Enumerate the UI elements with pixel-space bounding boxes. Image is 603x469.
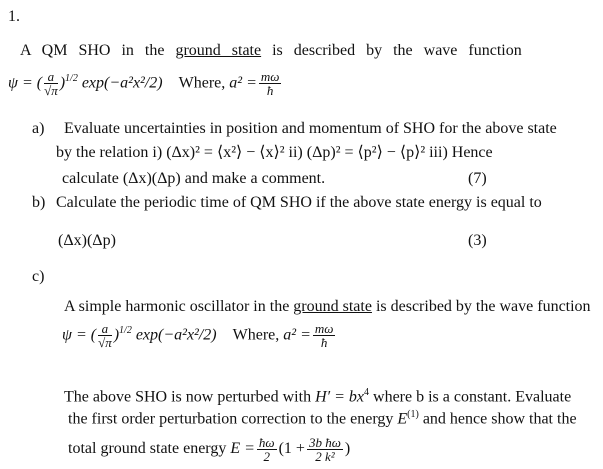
pert-suffix: where b is a constant. Evaluate <box>373 388 572 406</box>
total-E: E = <box>230 440 255 458</box>
wave2-fraction <box>98 322 112 349</box>
total-hw: ħω <box>258 435 275 450</box>
first-order-suffix: and hence show that the <box>422 410 577 428</box>
first-order-text: the first order perturbation correction to the energy <box>68 410 394 428</box>
wave2-mw: mω <box>314 321 334 337</box>
wave1-close: ) <box>59 74 66 92</box>
wave2-where: Where, <box>232 326 280 344</box>
intro-prefix: A QM SHO in the <box>20 42 165 59</box>
part-a-line3: calculate (Δx)(Δp) and make a comment. <box>62 170 326 187</box>
wave2-hbar: ħ <box>320 335 328 351</box>
part-a-line2: by the relation i) (Δx)² = ⟨x²⟩ − ⟨x⟩² ii) (Δp)² = ⟨p²⟩ − ⟨p⟩² iii) Hence <box>56 144 493 161</box>
part-c-perturbation <box>64 384 571 406</box>
pert-prefix: The above SHO is now perturbed with <box>64 388 312 406</box>
part-b-label: b) <box>32 194 46 211</box>
part-a-label: a) <box>32 120 45 137</box>
total-prefix: total ground state energy <box>68 440 227 458</box>
total-3b: 3b ħω <box>308 435 341 450</box>
wave1-lhs: ψ = ( <box>8 74 43 92</box>
pert-hamiltonian: H′ = bx <box>315 388 365 406</box>
wave1-mw: mω <box>260 69 280 85</box>
first-order-E: E <box>397 410 408 428</box>
wave1-power: 1/2 <box>65 73 78 84</box>
wave1-num: a <box>44 70 58 84</box>
total-paren-open: (1 + <box>278 440 305 458</box>
intro-ground-state: ground state <box>175 42 262 59</box>
part-c-line1 <box>64 298 591 316</box>
part-a-line1: Evaluate uncertainties in position and momentum of SHO for the above state <box>64 120 557 137</box>
wave2-a2: a² = <box>283 326 311 344</box>
part-c-label: c) <box>32 268 45 285</box>
part-c-suffix: is described by the wave function <box>375 298 591 315</box>
total-hw-frac <box>257 436 277 463</box>
part-c-total <box>68 436 350 463</box>
part-c-first-order <box>68 406 577 428</box>
wave2-close: ) <box>113 326 120 344</box>
wave1-fraction <box>44 70 58 97</box>
part-a-marks: (7) <box>468 170 487 187</box>
wave1-den: √π <box>44 83 58 99</box>
part-c-prefix: A simple harmonic oscillator in the <box>64 298 290 315</box>
wave1-mw-frac <box>259 70 282 97</box>
wave-function-1 <box>8 70 283 97</box>
wave2-lhs: ψ = ( <box>62 326 97 344</box>
total-two: 2 <box>263 449 270 464</box>
part-c-ground-state: ground state <box>293 298 372 315</box>
total-2k: 2 k² <box>315 449 335 464</box>
wave1-where: Where, <box>178 74 226 92</box>
part-b-marks: (3) <box>468 232 487 249</box>
part-b-expr: (Δx)(Δp) <box>58 232 116 249</box>
total-paren-close: ) <box>344 440 351 458</box>
part-b-line1: Calculate the periodic time of QM SHO if the above state energy is equal to <box>56 194 542 211</box>
wave-function-2 <box>62 322 337 349</box>
pert-power: 4 <box>364 387 370 398</box>
wave2-exp: exp(−a²x²/2) <box>135 326 217 344</box>
wave2-den: √π <box>98 335 112 351</box>
intro-suffix: is described by the wave function <box>272 42 522 59</box>
first-order-sup: (1) <box>407 409 419 420</box>
wave1-exp: exp(−a²x²/2) <box>81 74 163 92</box>
intro-line <box>20 42 522 60</box>
wave2-mw-frac <box>313 322 336 349</box>
question-number: 1. <box>8 8 20 25</box>
wave2-power: 1/2 <box>119 325 132 336</box>
wave1-a2: a² = <box>229 74 257 92</box>
wave2-num: a <box>98 322 112 336</box>
total-3b-frac <box>307 436 343 463</box>
wave1-hbar: ħ <box>266 83 274 99</box>
